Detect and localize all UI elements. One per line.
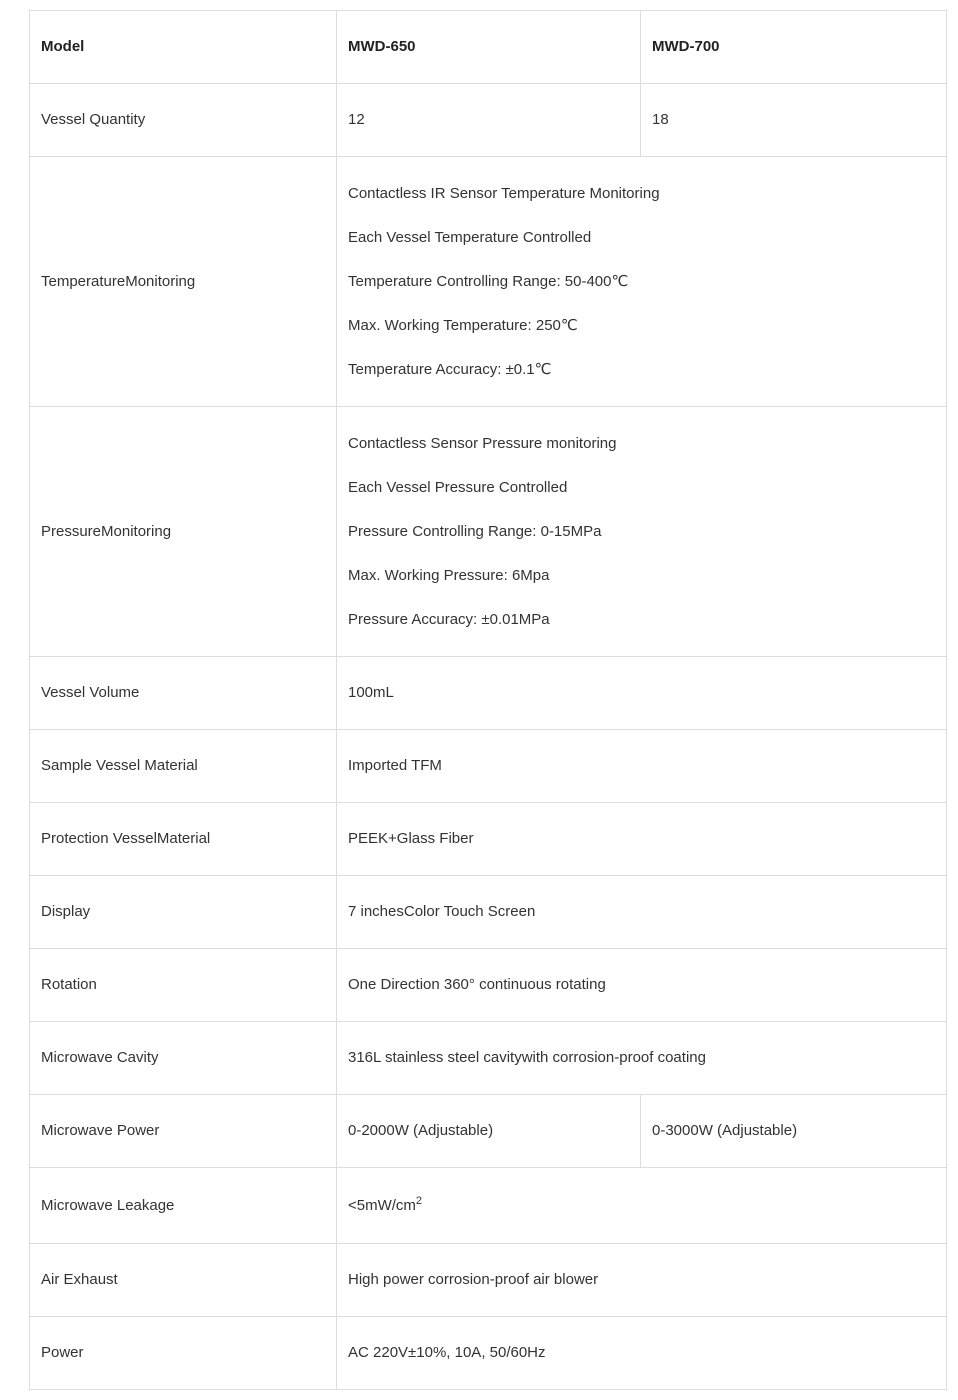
pressure-label: PressureMonitoring [30,407,337,657]
model-a: MWD-650 [337,11,641,84]
row-temperature [30,157,947,407]
microwave-power-a: 0-2000W (Adjustable) [337,1095,641,1168]
microwave-power-label: Microwave Power [30,1095,337,1168]
leakage-label: Microwave Leakage [30,1168,337,1244]
display-label: Display [30,876,337,949]
cavity-label: Microwave Cavity [30,1022,337,1095]
pressure-line: Pressure Accuracy: ±0.01MPa [348,610,550,628]
vessel-volume-label: Vessel Volume [30,657,337,730]
rotation-label: Rotation [30,949,337,1022]
temperature-line: Contactless IR Sensor Temperature Monitoring [348,184,660,202]
pressure-line: Max. Working Pressure: 6Mpa [348,566,550,584]
pressure-line: Each Vessel Pressure Controlled [348,478,568,496]
temperature-line: Temperature Controlling Range: 50-400℃ [348,272,629,290]
temperature-line: Each Vessel Temperature Controlled [348,228,592,246]
power-value: AC 220V±10%, 10A, 50/60Hz [337,1317,947,1390]
row-vessel-volume [30,657,947,730]
exhaust-value: High power corrosion-proof air blower [337,1244,947,1317]
row-rotation [30,949,947,1022]
row-leakage [30,1168,947,1244]
microwave-power-b: 0-3000W (Adjustable) [641,1095,947,1168]
temperature-label: TemperatureMonitoring [30,157,337,407]
vessel-quantity-label: Vessel Quantity [30,84,337,157]
row-protection-material [30,803,947,876]
row-sample-material [30,730,947,803]
temperature-value [337,157,947,407]
model-label: Model [30,11,337,84]
vessel-quantity-b: 18 [641,84,947,157]
rotation-value: One Direction 360° continuous rotating [337,949,947,1022]
header-row [30,11,947,84]
power-label: Power [30,1317,337,1390]
leakage-superscript: 2 [415,1194,423,1207]
pressure-line: Contactless Sensor Pressure monitoring [348,434,617,452]
temperature-line: Temperature Accuracy: ±0.1℃ [348,360,552,378]
row-display [30,876,947,949]
pressure-line: Pressure Controlling Range: 0-15MPa [348,522,602,540]
spec-table [29,10,947,1390]
vessel-volume-value: 100mL [337,657,947,730]
protection-material-label: Protection VesselMaterial [30,803,337,876]
row-microwave-power [30,1095,947,1168]
exhaust-label: Air Exhaust [30,1244,337,1317]
protection-material-value: PEEK+Glass Fiber [337,803,947,876]
row-pressure [30,407,947,657]
model-b: MWD-700 [641,11,947,84]
temperature-line: Max. Working Temperature: 250℃ [348,316,578,334]
cavity-value: 316L stainless steel cavitywith corrosion-proof coating [337,1022,947,1095]
vessel-quantity-a: 12 [337,84,641,157]
row-cavity [30,1022,947,1095]
sample-material-value: Imported TFM [337,730,947,803]
display-value: 7 inchesColor Touch Screen [337,876,947,949]
row-vessel-quantity [30,84,947,157]
leakage-text: <5mW/cm [348,1196,416,1214]
leakage-value [337,1168,947,1244]
row-power [30,1317,947,1390]
pressure-value [337,407,947,657]
sample-material-label: Sample Vessel Material [30,730,337,803]
row-exhaust [30,1244,947,1317]
